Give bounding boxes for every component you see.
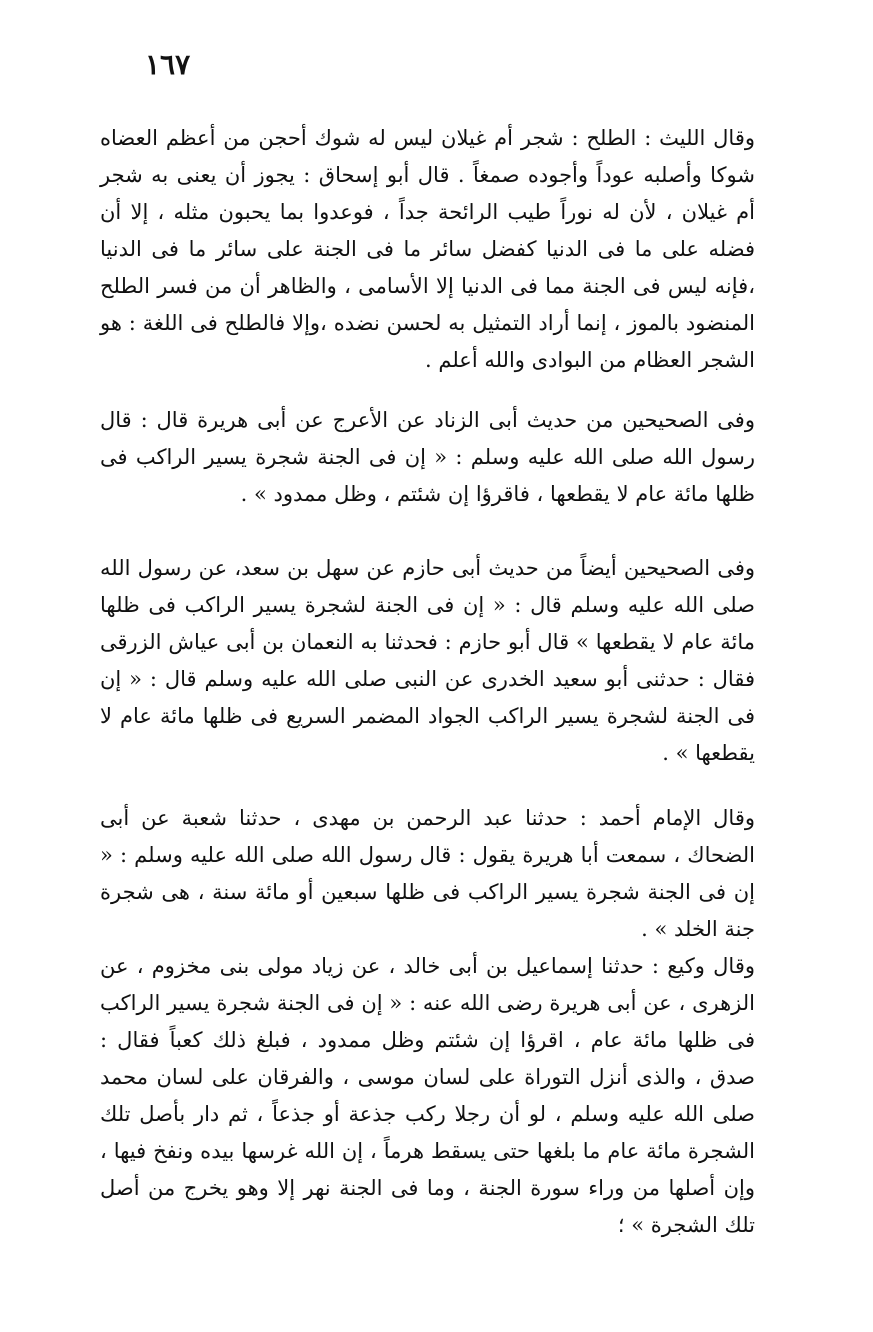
paragraph-imam-ahmad: وقال الإمام أحمد : حدثنا عبد الرحمن بن مهدى ، حدثنا شعبة عن أبى الضحاك ، سمعت أبا هريرة يقول : قال رسول الله صلى الله عليه وسلم : « إن فى الجنة شجرة يسير الراكب فى ظلها سبعين أو مائة سنة ، هى شجرة جنة الخلد » . — [100, 806, 755, 941]
paragraph-talh-definition: وقال الليث : الطلح : شجر أم غيلان ليس له شوك أحجن من أعظم العضاه شوكا وأصلبه عوداً وأجوده صمغاً . قال أبو إسحاق : يجوز أن يعنى به شجر أم غيلان ، لأن له نوراً طيب الرائحة جداً ، فوعدوا بما يحبون مثله ، إلا أن فضله على ما فى الدنيا كفضل سائر ما فى الجنة على سائر ما فى الدنيا ،فإنه ليس فى الجنة مما فى الدنيا إلا الأسامى ، والظاهر أن من فسر الطلح المنضود بالموز ، إنما أراد التمثيل به لحسن نضده ،وإلا فالطلح فى اللغة : هو الشجر العظام من البوادى والله أعلم . — [100, 126, 755, 372]
page-number: ١٦٧ — [145, 48, 191, 81]
paragraph-wakee-kaab: وقال وكيع : حدثنا إسماعيل بن أبى خالد ، عن زياد مولى بنى مخزوم ، عن الزهرى ، عن أبى هريرة رضى الله عنه : « إن فى الجنة شجرة يسير الراكب فى ظلها مائة عام ، اقرؤا إن شئتم وظل ممدود ، فبلغ ذلك كعباً فقال : صدق ، والذى أنزل التوراة على لسان موسى ، والفرقان على لسان محمد صلى الله عليه وسلم ، لو أن رجلا ركب جذعة أو جذعاً ، ثم دار بأصل تلك الشجرة مائة عام ما بلغها حتى يسقط هرماً ، إن الله غرسها بيده ونفخ فيها ، وإن أصلها من وراء سورة الجنة ، وما فى الجنة نهر إلا وهو يخرج من أصل تلك الشجرة » ؛ — [100, 954, 755, 1237]
paragraph-hadith-sahl-ibn-sad: وفى الصحيحين أيضاً من حديث أبى حازم عن سهل بن سعد، عن رسول الله صلى الله عليه وسلم قال : « إن فى الجنة لشجرة يسير الراكب فى ظلها مائة عام لا يقطعها » قال أبو حازم : فحدثنا به النعمان بن أبى عياش الزرقى فقال : حدثنى أبو سعيد الخدرى عن النبى صلى الله عليه وسلم قال : « إن فى الجنة لشجرة يسير الراكب الجواد المضمر السريع فى ظلها مائة عام لا يقطعها » . — [100, 556, 755, 765]
paragraph-hadith-abu-hurayra: وفى الصحيحين من حديث أبى الزناد عن الأعرج عن أبى هريرة قال : قال رسول الله صلى الله عليه وسلم : « إن فى الجنة شجرة يسير الراكب فى ظلها مائة عام لا يقطعها ، فاقرؤا إن شئتم ، وظل ممدود » . — [100, 408, 755, 506]
